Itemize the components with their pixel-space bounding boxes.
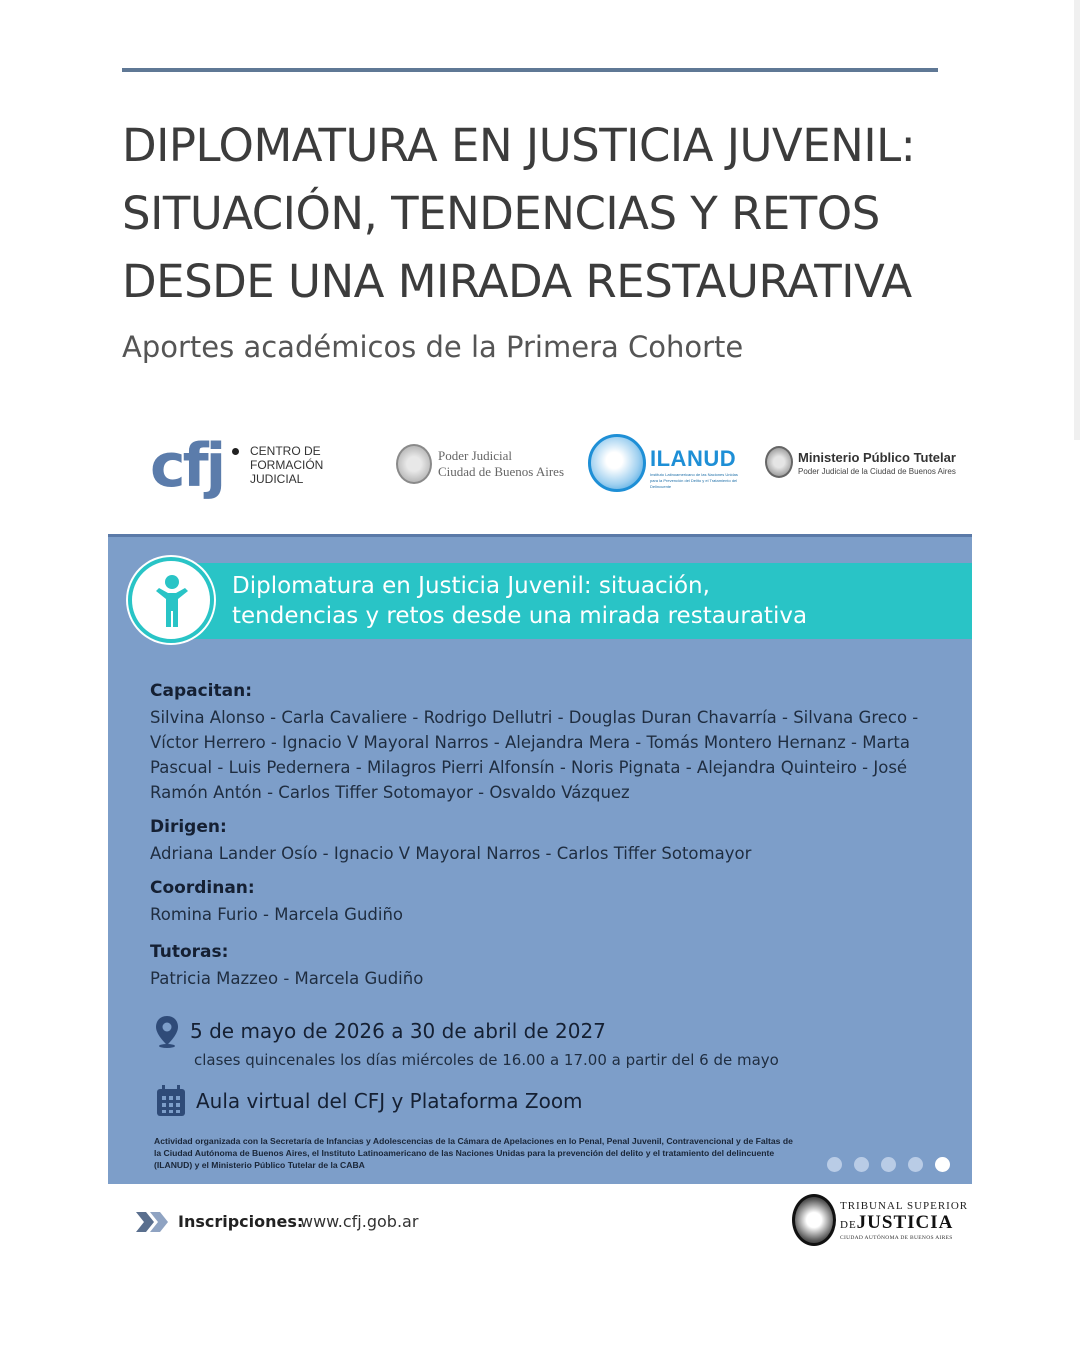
cfj-dot-icon [232, 448, 239, 455]
dirigen-body: Adriana Lander Osío - Ignacio V Mayoral Narros - Carlos Tiffer Sotomayor [150, 844, 752, 863]
organizers-footnote: Actividad organizada con la Secretaría de Infancias y Adolescencias de la Cámara de Apelaciones en lo Penal, Penal Juvenil, Contravencional y de Faltas de la Ciudad Autónoma de Buenos Aires, el Instituto Latinoamericano de las Naciones Unidas para la prevención del delito y el tratamiento del delincuente (ILANUD) y el Ministerio Público Tutelar de la CABA [154, 1136, 793, 1170]
tsj-seal-icon [792, 1194, 836, 1246]
poder-judicial-line1: Poder Judicial [438, 448, 513, 463]
course-banner [168, 563, 972, 639]
person-badge [128, 557, 214, 643]
location-pin-icon [154, 1015, 180, 1049]
carousel-dot[interactable] [854, 1157, 869, 1172]
tsj-line3: CIUDAD AUTÓNOMA DE BUENOS AIRES [840, 1235, 953, 1241]
page-subtitle: Aportes académicos de la Primera Cohorte [122, 330, 744, 364]
mpt-seal-icon [765, 446, 793, 478]
inscriptions-label: Inscripciones: [178, 1212, 304, 1231]
location-text: Aula virtual del CFJ y Plataforma Zoom [196, 1089, 583, 1113]
poder-judicial-logo [438, 448, 564, 480]
inscriptions-link[interactable]: www.cfj.gob.ar [300, 1212, 419, 1231]
ilanud-globe-icon [588, 434, 646, 492]
tsj-justicia: JUSTICIA [856, 1212, 954, 1233]
info-panel [108, 534, 972, 1184]
carousel-dot[interactable] [908, 1157, 923, 1172]
tsj-line1: TRIBUNAL SUPERIOR [840, 1200, 969, 1212]
coordinan-label: Coordinan: [150, 878, 255, 898]
dirigen-section [150, 817, 950, 866]
schedule-detail: clases quincenales los días miércoles de 16.00 a 17.00 a partir del 6 de mayo [194, 1051, 779, 1069]
capacitan-body: Silvina Alonso - Carla Cavaliere - Rodrigo Dellutri - Douglas Duran Chavarría - Silvana Greco - Víctor Herrero - Ignacio V Mayoral Narros - Alejandra Mera - Tomás Montero Hernanz - Marta Pascual - Luis Pedernera - Milagros Pierri Alfonsín - Noris Pignata - Alejandra Quinteiro - José Ramón Antón - Carlos Tiffer Sotomayor - Osvaldo Vázquez [150, 708, 919, 802]
tsj-line2 [840, 1212, 953, 1234]
tutoras-body: Patricia Mazzeo - Marcela Gudiño [150, 969, 424, 988]
double-chevron-icon [134, 1210, 170, 1234]
cfj-logo-name [250, 444, 340, 486]
coordinan-section [150, 878, 950, 927]
cfj-name-line: FORMACIÓN [250, 458, 324, 472]
poder-judicial-line2: Ciudad de Buenos Aires [438, 464, 565, 479]
title-line-3: DESDE UNA MIRADA RESTAURATIVA [122, 255, 912, 308]
person-icon [152, 573, 192, 629]
capacitan-label: Capacitan: [150, 681, 252, 701]
title-line-1: DIPLOMATURA EN JUSTICIA JUVENIL: [122, 119, 916, 172]
carousel-dots [827, 1157, 950, 1172]
banner-title [232, 571, 807, 631]
carousel-dot[interactable] [881, 1157, 896, 1172]
title-line-2: SITUACIÓN, TENDENCIAS Y RETOS [122, 187, 880, 240]
mpt-logo-name: Ministerio Público Tutelar [798, 450, 956, 465]
top-divider [122, 68, 938, 72]
banner-line-2: tendencias y retos desde una mirada restaurativa [232, 603, 808, 629]
calendar-icon [156, 1085, 186, 1117]
page-title [122, 112, 982, 316]
tsj-de: DE [840, 1219, 857, 1231]
capacitan-section [150, 681, 950, 805]
edge-shadow [1074, 0, 1080, 440]
ilanud-logo-sub: Instituto Latinoamericano de las Naciones Unidas para la Prevención del Delito y el Tratamiento del Delincuente [650, 472, 738, 489]
cfj-name-line: CENTRO DE [250, 444, 321, 458]
poder-judicial-seal-icon [396, 444, 432, 484]
logos-row [0, 430, 1080, 510]
date-range: 5 de mayo de 2026 a 30 de abril de 2027 [190, 1019, 606, 1043]
carousel-dot[interactable] [827, 1157, 842, 1172]
coordinan-body: Romina Furio - Marcela Gudiño [150, 905, 404, 924]
mpt-logo-sub: Poder Judicial de la Ciudad de Buenos Aires [798, 467, 956, 476]
cfj-logo-mark: cfj [150, 431, 224, 501]
dirigen-label: Dirigen: [150, 817, 227, 837]
tutoras-label: Tutoras: [150, 942, 229, 962]
tutoras-section [150, 942, 950, 991]
banner-line-1: Diplomatura en Justicia Juvenil: situación, [232, 573, 710, 599]
ilanud-logo-name: ILANUD [650, 446, 737, 471]
carousel-dot-active[interactable] [935, 1157, 950, 1172]
cfj-name-line: JUDICIAL [250, 472, 304, 486]
